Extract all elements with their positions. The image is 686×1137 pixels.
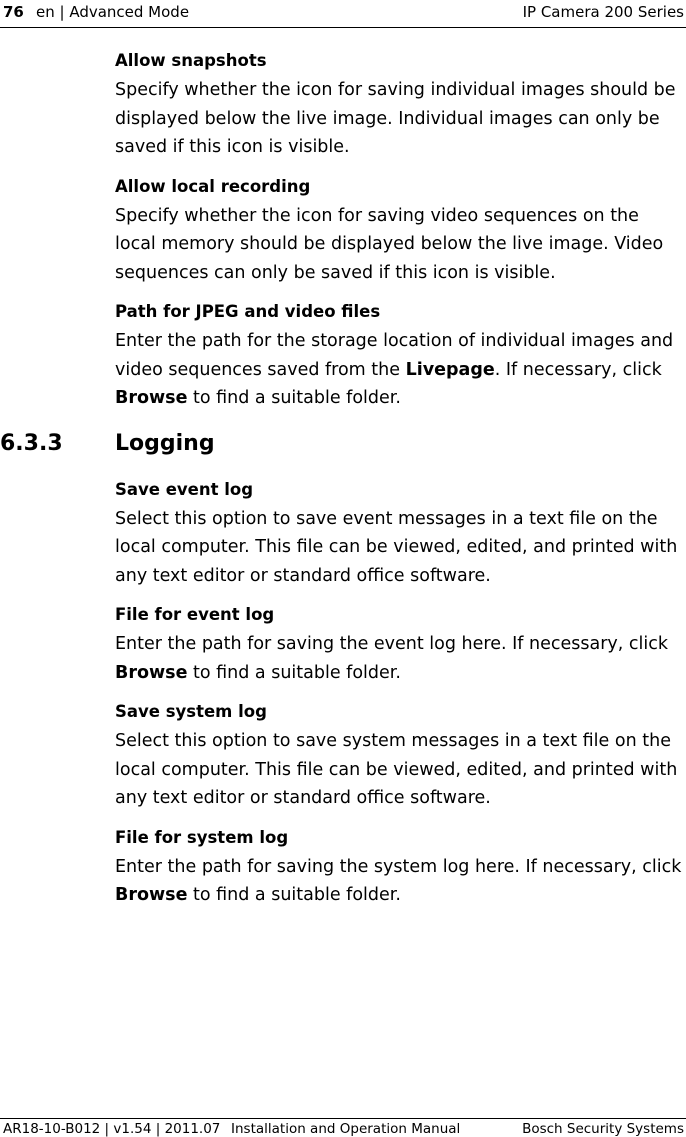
section-heading xyxy=(0,431,686,471)
entry-term: File for event log xyxy=(115,605,275,624)
ui-term-livepage: Livepage xyxy=(405,359,495,380)
page-footer xyxy=(0,1118,686,1136)
entry-file-for-event-log xyxy=(115,604,685,687)
entry-file-for-system-log xyxy=(115,827,685,910)
footer-company: Bosch Security Systems xyxy=(522,1121,684,1137)
entry-save-event-log xyxy=(115,479,685,591)
ui-term-browse: Browse xyxy=(115,388,188,408)
entry-path-for-jpeg-and-video-files xyxy=(115,301,685,413)
section-number: 6.3.3 xyxy=(0,430,63,456)
entry-description: Specify whether the icon for saving video sequences on the local memory should be displayed below the live image. Video sequences can only be saved if this icon is visible. xyxy=(115,205,664,283)
header-section: en | Advanced Mode xyxy=(36,3,190,21)
entry-description: Enter the path for saving the event log here. If necessary, click Browse to find a suitable folder. xyxy=(115,634,668,683)
page-content xyxy=(0,50,685,924)
page-header xyxy=(0,0,686,28)
entry-term: Save event log xyxy=(115,479,254,499)
entry-term: Allow snapshots xyxy=(115,51,267,70)
entry-allow-local-recording xyxy=(115,176,685,288)
entry-description: Select this option to save system messages in a text file on the local computer. This file can be viewed, edited, and printed with any text editor or standard office software. xyxy=(115,731,678,808)
entry-description: Enter the path for saving the system log here. If necessary, click Browse to find a suitable folder. xyxy=(115,856,682,905)
entries-top xyxy=(115,50,685,413)
section-title: Logging xyxy=(115,430,215,456)
footer-manual: Installation and Operation Manual xyxy=(231,1121,461,1137)
footer-doc-id: AR18-10-B012 | v1.54 | 2011.07 xyxy=(3,1121,221,1137)
entry-term: Save system log xyxy=(115,702,267,721)
header-series: IP Camera 200 Series xyxy=(522,3,684,21)
entry-save-system-log xyxy=(115,701,685,813)
page-number: 76 xyxy=(3,3,24,21)
entry-term: Allow local recording xyxy=(115,176,311,196)
entries-bottom xyxy=(115,479,685,910)
ui-term-browse: Browse xyxy=(115,885,188,905)
entry-allow-snapshots xyxy=(115,50,685,162)
ui-term-browse: Browse xyxy=(115,662,188,683)
entry-description: Select this option to save event messages in a text file on the local computer. This file can be viewed, edited, and printed with any text editor or standard office software. xyxy=(115,508,678,586)
entry-description: Specify whether the icon for saving individual images should be displayed below the live image. Individual images can only be saved if this icon is visible. xyxy=(115,80,676,157)
entry-term: Path for JPEG and video files xyxy=(115,302,381,321)
entry-description: Enter the path for the storage location of individual images and video sequences saved from the Livepage. If necessary, click Browse to find a suitable folder. xyxy=(115,331,674,408)
entry-term: File for system log xyxy=(115,827,289,847)
